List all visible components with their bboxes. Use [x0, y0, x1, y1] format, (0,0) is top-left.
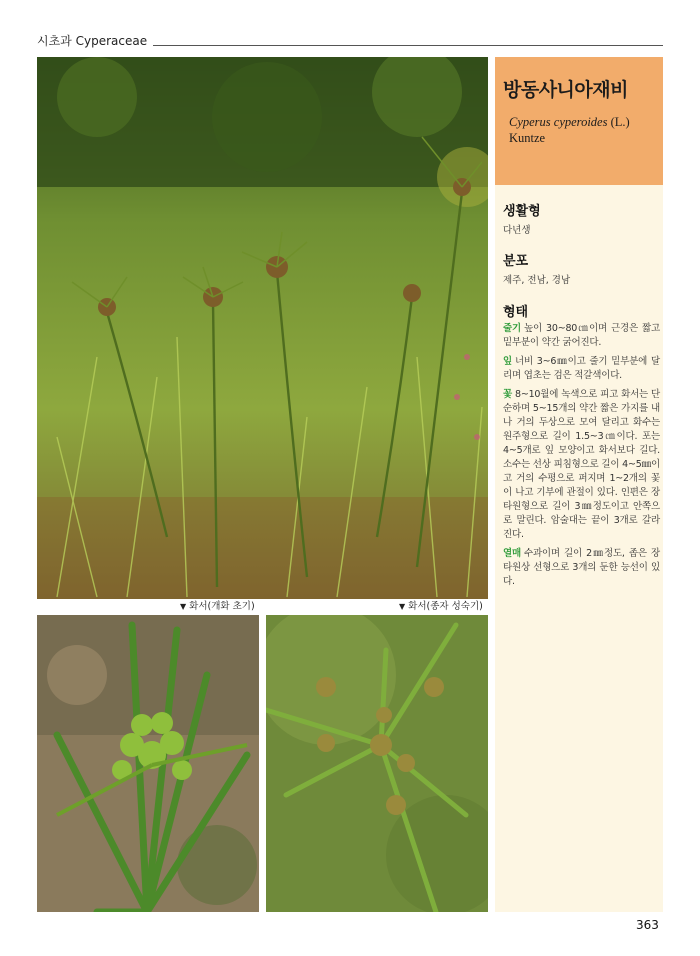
- caption-flowering-early: [180, 601, 255, 613]
- distribution-heading: 분포: [503, 254, 529, 269]
- info-panel: [495, 57, 663, 912]
- stem-text: 높이 30~80㎝이며 근경은 짧고 밑부분이 약간 굵어진다.: [503, 323, 660, 348]
- life-form-heading: 생활형: [503, 204, 541, 219]
- keyword-flower: 꽃: [503, 389, 512, 400]
- distribution-text: 제주, 전남, 경남: [503, 275, 571, 286]
- life-form-text: 다년생: [503, 225, 531, 236]
- morphology-stem: [503, 322, 660, 350]
- caption-marker: ▼: [399, 602, 406, 611]
- inflorescence-early-photo: [37, 615, 259, 912]
- caption-right-text: 화서(종자 성숙기): [408, 601, 483, 612]
- flower-text: 8~10월에 녹색으로 피고 화서는 단순하며 5~15개의 약간 짧은 가지를 내나 거의 두상으로 모여 달리고 화수는 원주형으로 길이 1.5~3㎝이다. 포는 4~5개로 잎 모양이고 화서보다 길다. 소수는 선상 피침형으로 길이 4~5㎜이고 거의 수평으로 퍼지며 1~2개의 꽃이 나고 기부에 관절이 있다. 인편은 장타원형으로 길이 3㎜정도이고 안쪽으로 말린다. 암술대는 끝이 3개로 갈라진다.: [503, 389, 660, 540]
- morphology-flower: [503, 388, 660, 542]
- scientific-authority: (L.): [610, 115, 630, 129]
- leaf-text: 너비 3~6㎜이고 줄기 밑부분에 달리며 엽초는 검은 적갈색이다.: [503, 356, 660, 381]
- morphology-text: [503, 322, 660, 594]
- species-korean-name: 방동사니아재비: [503, 79, 628, 101]
- keyword-leaf: 잎: [503, 356, 512, 367]
- running-header: [37, 34, 663, 50]
- species-scientific-name: [509, 114, 657, 146]
- scientific-binomial: Cyperus cyperoides: [509, 115, 608, 129]
- fruit-text: 수과이며 길이 2㎜정도, 좁은 장타원상 선형으로 3개의 둔한 능선이 있다.: [503, 548, 660, 587]
- morphology-heading: 형태: [503, 305, 529, 320]
- title-box: [495, 57, 663, 185]
- header-label: 시초과 Cyperaceae: [37, 34, 153, 48]
- caption-marker: ▼: [180, 602, 187, 611]
- morphology-leaf: [503, 355, 660, 383]
- caption-left-text: 화서(개화 초기): [189, 601, 255, 612]
- main-plant-photo: [37, 57, 488, 599]
- keyword-stem: 줄기: [503, 323, 521, 334]
- caption-seed-mature: [399, 601, 483, 613]
- inflorescence-mature-photo: [266, 615, 488, 912]
- page-number: 363: [636, 918, 659, 932]
- morphology-fruit: [503, 547, 660, 589]
- keyword-fruit: 열매: [503, 548, 521, 559]
- scientific-authority-2: Kuntze: [509, 131, 546, 145]
